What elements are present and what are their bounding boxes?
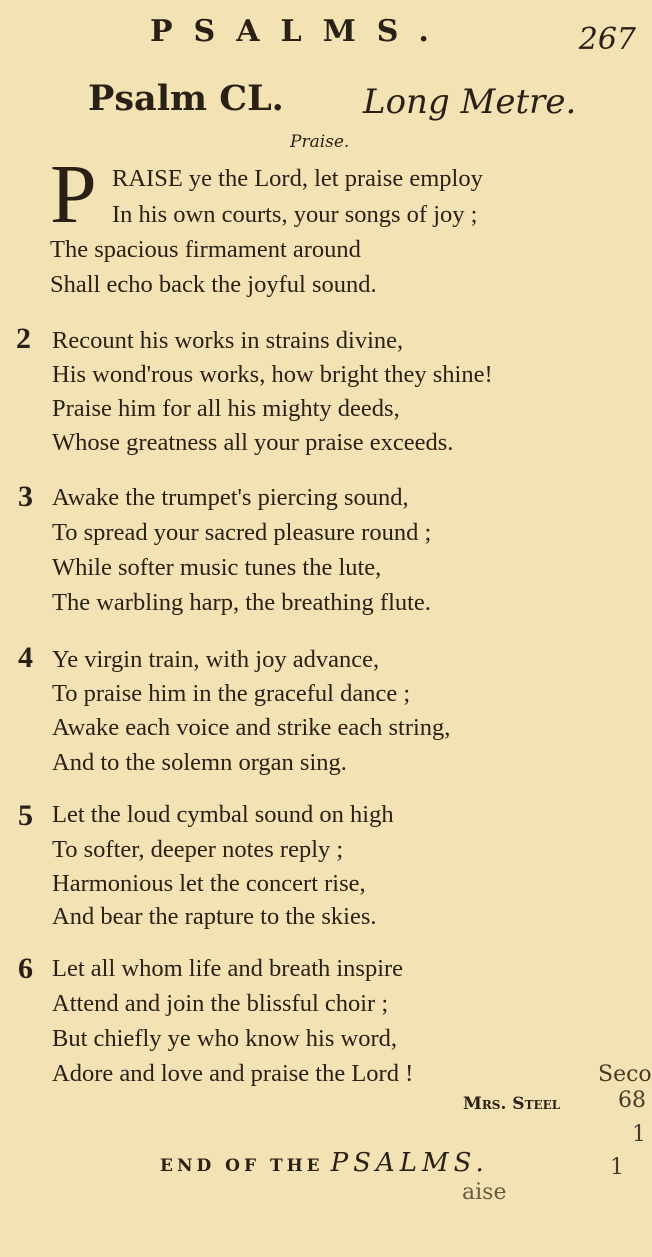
running-head: PSALMS. [150, 14, 450, 49]
margin-fragment: 68 [618, 1088, 646, 1113]
verse-line: Ye virgin train, with joy advance, [52, 646, 380, 673]
stanza-number: 2 [16, 322, 31, 355]
verse-line: Awake each voice and strike each string, [52, 714, 451, 741]
stanza-number: 3 [18, 480, 33, 513]
subject-label: Praise. [290, 132, 350, 152]
verse-line: His wond'rous works, how bright they shine! [52, 361, 493, 388]
verse-line: Awake the trumpet's piercing sound, [52, 484, 409, 511]
page-number: 267 [578, 22, 636, 57]
psalm-title: Psalm CL. [88, 78, 284, 119]
margin-fragment: 1 [610, 1155, 624, 1180]
verse-line: Attend and join the blissful choir ; [52, 990, 389, 1017]
verse-line: And to the solemn organ sing. [52, 749, 347, 776]
verse-line: Adore and love and praise the Lord ! [52, 1060, 414, 1087]
stanza-number: 5 [18, 799, 33, 832]
verse-line: Praise him for all his mighty deeds, [52, 395, 400, 422]
drop-cap: P [50, 148, 97, 241]
bleed-through-text: aise [462, 1180, 507, 1205]
end-note-title: PSALMS. [330, 1148, 489, 1178]
verse-line: The warbling harp, the breathing flute. [52, 589, 431, 616]
end-note [160, 1148, 489, 1178]
verse-line: To softer, deeper notes reply ; [52, 836, 344, 863]
verse-line: And bear the rapture to the skies. [52, 903, 377, 930]
verse-line: Shall echo back the joyful sound. [50, 271, 377, 298]
verse-line: Let the loud cymbal sound on high [52, 801, 394, 828]
end-note-prefix: END OF THE [160, 1156, 324, 1176]
verse-line: Whose greatness all your praise exceeds. [52, 429, 454, 456]
title-row [88, 78, 608, 128]
verse-line: RAISE ye the Lord, let praise employ [112, 165, 483, 192]
margin-fragment: 1 [632, 1122, 646, 1147]
verse-line: To praise him in the graceful dance ; [52, 680, 411, 707]
verse-line: Let all whom life and breath inspire [52, 955, 404, 982]
metre-label: Long Metre. [363, 82, 577, 122]
verse-line: While softer music tunes the lute, [52, 554, 382, 581]
verse-line: But chiefly ye who know his word, [52, 1025, 397, 1052]
stanza-number: 4 [18, 641, 33, 674]
verse-line: Recount his works in strains divine, [52, 327, 404, 354]
verse-line: To spread your sacred pleasure round ; [52, 519, 432, 546]
verse-line: Harmonious let the concert rise, [52, 870, 366, 897]
verse-line: The spacious firmament around [50, 236, 361, 263]
margin-fragment: Seco [598, 1062, 652, 1087]
stanza-number: 6 [18, 952, 33, 985]
author-attribution: Mrs. Steel [463, 1094, 561, 1114]
verse-line: In his own courts, your songs of joy ; [112, 201, 478, 228]
